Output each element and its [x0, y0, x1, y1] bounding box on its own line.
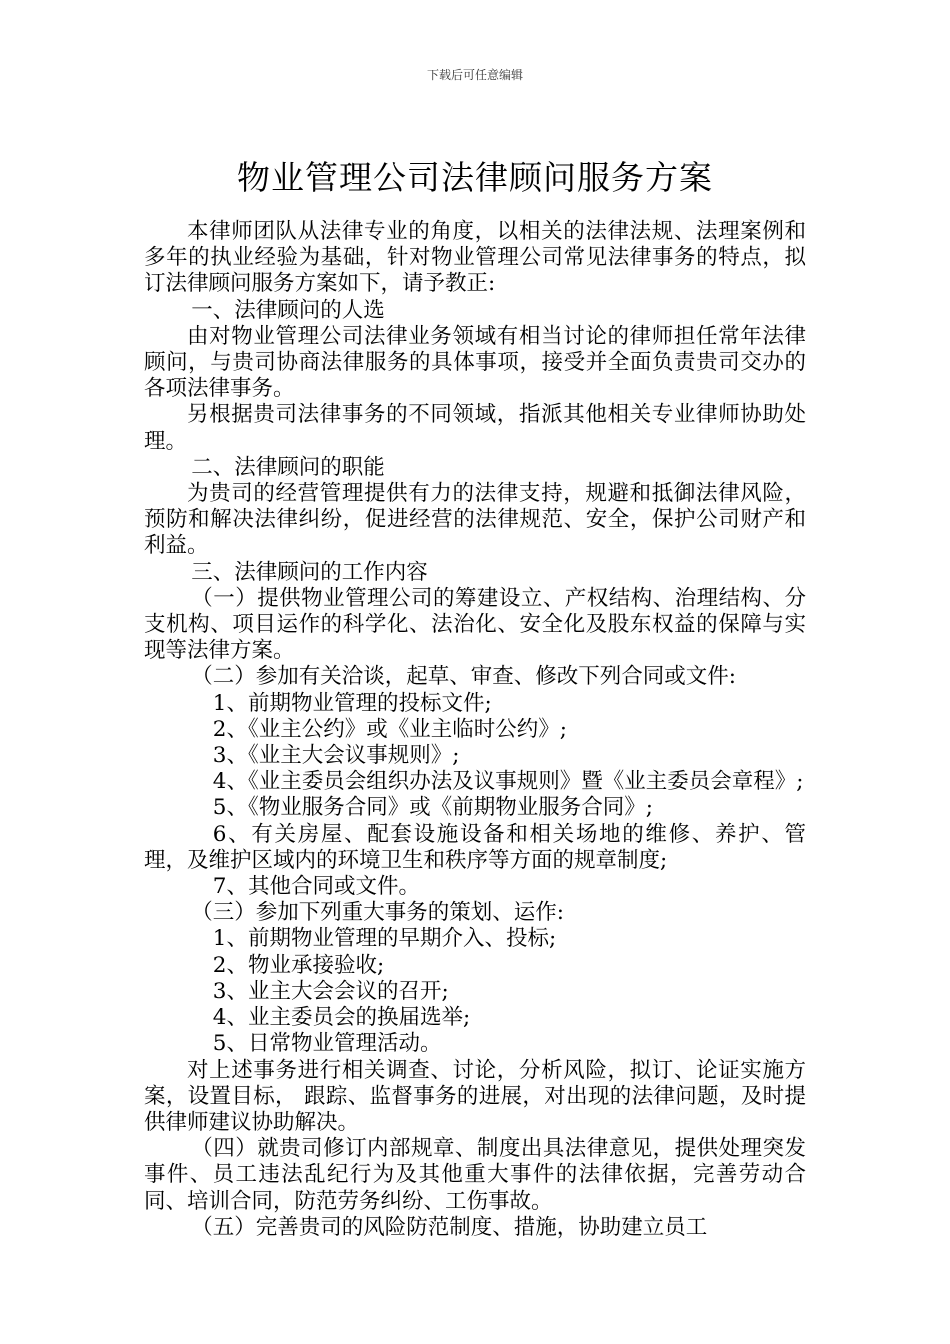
section-heading-function: 二、法律顾问的职能	[191, 454, 385, 480]
document-title: 物业管理公司法律顾问服务方案	[237, 158, 713, 197]
page-header-note: 下载后可任意编辑	[426, 68, 523, 82]
list-item: 1、前期物业管理的早期介入、投标;	[212, 926, 557, 952]
list-item: 4、《业主委员会组织办法及议事规则》暨《业主委员会章程》;	[212, 769, 804, 795]
body-paragraph: 为贵司的经营管理提供有力的法律支持，规避和抵御法律风险，预防和解决法律纠纷，促进经营的法律规范、安全，保护公司财产和利益。	[144, 481, 806, 559]
list-item: 6、有关房屋、配套设施设备和相关场地的维修、养护、管理，及维护区域内的环境卫生和秩序等方面的规章制度;	[144, 821, 806, 873]
list-item: 5、《物业服务合同》或《前期物业服务合同》;	[212, 795, 653, 821]
intro-paragraph: 本律师团队从法律专业的角度，以相关的法律法规、法理案例和多年的执业经验为基础，针对物业管理公司常见法律事务的特点，拟订法律顾问服务方案如下，请予教正:	[144, 219, 806, 297]
document-body	[144, 219, 806, 1241]
subsection-paragraph: （五）完善贵司的风险防范制度、措施，协助建立员工	[191, 1214, 708, 1240]
list-item: 3、《业主大会议事规则》;	[212, 743, 460, 769]
list-item: 1、前期物业管理的投标文件;	[212, 690, 492, 716]
list-item: 3、业主大会会议的召开;	[212, 978, 449, 1004]
body-paragraph: 对上述事务进行相关调查、讨论，分析风险，拟订、论证实施方案，设置目标， 跟踪、监督事务的进展，对出现的法律问题，及时提供律师建议协助解决。	[144, 1057, 806, 1135]
section-heading-candidate: 一、法律顾问的人选	[191, 297, 385, 323]
body-paragraph: 由对物业管理公司法律业务领域有相当讨论的律师担任常年法律顾问，与贵司协商法律服务的具体事项，接受并全面负责贵司交办的各项法律事务。	[144, 323, 806, 402]
section-heading-work-content: 三、法律顾问的工作内容	[191, 559, 428, 585]
list-item: 4、业主委员会的换届选举;	[212, 1005, 471, 1031]
list-item: 2、物业承接验收;	[212, 952, 385, 978]
subsection-paragraph: （三）参加下列重大事务的策划、运作:	[191, 900, 565, 926]
subsection-paragraph: （二）参加有关洽谈，起草、审查、修改下列合同或文件:	[191, 664, 737, 690]
subsection-paragraph: （一）提供物业管理公司的筹建设立、产权结构、治理结构、分支机构、项目运作的科学化、法治化、安全化及股东权益的保障与实现等法律方案。	[144, 585, 806, 664]
body-paragraph: 另根据贵司法律事务的不同领域，指派其他相关专业律师协助处理。	[144, 402, 806, 454]
list-item: 5、日常物业管理活动。	[212, 1031, 442, 1057]
list-item: 2、《业主公约》或《业主临时公约》;	[212, 716, 567, 742]
subsection-paragraph: （四）就贵司修订内部规章、制度出具法律意见，提供处理突发事件、员工违法乱纪行为及其他重大事件的法律依据，完善劳动合同、培训合同，防范劳务纠纷、工伤事故。	[144, 1136, 806, 1214]
list-item: 7、其他合同或文件。	[212, 874, 420, 900]
